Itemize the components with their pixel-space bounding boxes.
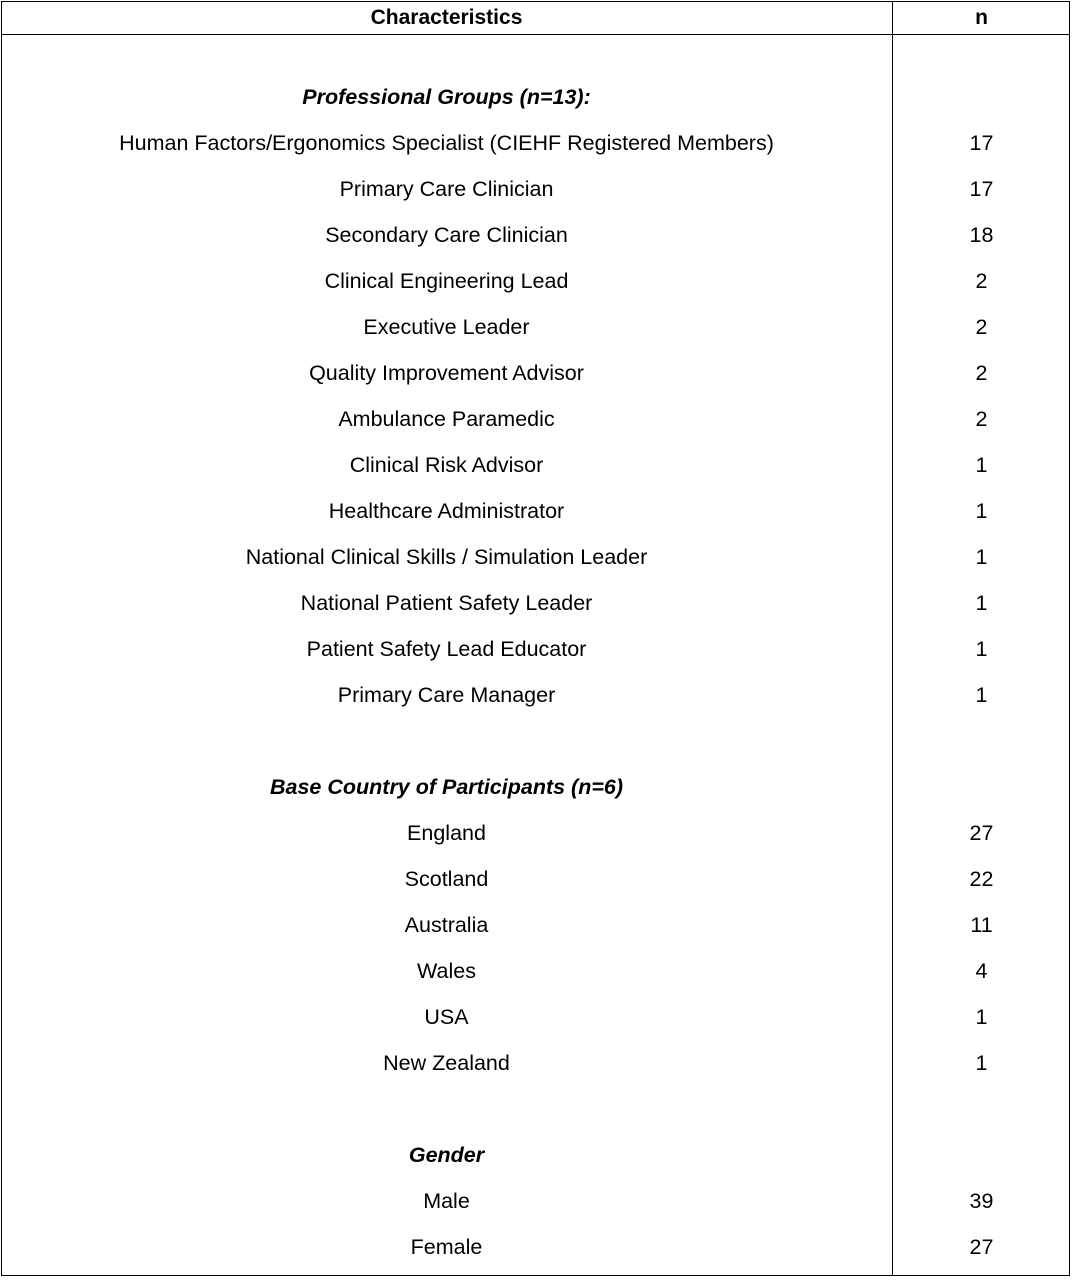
row-label: Australia [404,913,489,937]
table-row [1,166,1070,212]
row-label: Patient Safety Lead Educator [306,637,587,661]
table-row [1,120,1070,166]
row-label: USA [424,1005,469,1029]
row-count: 1 [975,499,988,523]
row-label: Clinical Risk Advisor [349,453,544,477]
section-row-professional-groups [1,74,1070,120]
row-count: 2 [975,269,988,293]
row-label: England [407,821,486,845]
header-characteristics: Characteristics [370,6,523,29]
row-count: 1 [975,591,988,615]
row-label: Human Factors/Ergonomics Specialist (CIEHF Registered Members) [119,131,774,155]
table-row [1,902,1070,948]
section-heading: Gender [408,1143,485,1167]
row-count: 1 [975,1005,988,1029]
section-heading: Base Country of Participants (n=6) [269,775,624,799]
row-label: New Zealand [383,1051,510,1075]
table-row [1,626,1070,672]
header-divider [1,34,1070,35]
table-body [1,74,1070,1270]
row-label: Female [410,1235,483,1259]
row-label: National Patient Safety Leader [300,591,593,615]
table-row [1,212,1070,258]
table-row [1,948,1070,994]
row-count: 4 [975,959,988,983]
table-row [1,1224,1070,1270]
row-count: 22 [969,867,994,891]
row-label: Wales [417,959,476,983]
row-count: 2 [975,407,988,431]
table-row [1,442,1070,488]
table-row [1,396,1070,442]
row-label: National Clinical Skills / Simulation Leader [245,545,648,569]
row-label: Ambulance Paramedic [338,407,555,431]
row-count: 39 [969,1189,994,1213]
section-row-base-country [1,764,1070,810]
row-label: Clinical Engineering Lead [324,269,569,293]
row-count: 11 [970,913,993,937]
row-count: 17 [969,131,994,155]
table-row [1,810,1070,856]
row-count: 18 [969,223,994,247]
table-row [1,856,1070,902]
section-row-gender [1,1132,1070,1178]
row-label: Executive Leader [363,315,530,339]
row-count: 1 [975,683,988,707]
row-count: 27 [969,1235,994,1259]
table-row [1,488,1070,534]
row-label: Primary Care Clinician [339,177,554,201]
table-row [1,258,1070,304]
row-label: Secondary Care Clinician [325,223,568,247]
table-row [1,1040,1070,1086]
row-count: 17 [969,177,994,201]
table-row [1,304,1070,350]
spacer-row [1,1086,1070,1132]
row-count: 2 [975,315,988,339]
spacer-row [1,718,1070,764]
section-heading: Professional Groups (n=13): [302,85,591,109]
row-label: Male [423,1189,470,1213]
table-row [1,1178,1070,1224]
row-label: Quality Improvement Advisor [309,361,584,385]
row-count: 1 [975,545,988,569]
row-count: 1 [975,453,988,477]
row-label: Scotland [404,867,489,891]
row-label: Primary Care Manager [337,683,556,707]
row-count: 1 [975,637,988,661]
table-row [1,994,1070,1040]
header-n: n [975,6,988,29]
row-label: Healthcare Administrator [328,499,565,523]
row-count: 1 [975,1051,988,1075]
table-row [1,580,1070,626]
table-row [1,672,1070,718]
row-count: 2 [975,361,988,385]
table-row [1,350,1070,396]
row-count: 27 [969,821,994,845]
table-row [1,534,1070,580]
